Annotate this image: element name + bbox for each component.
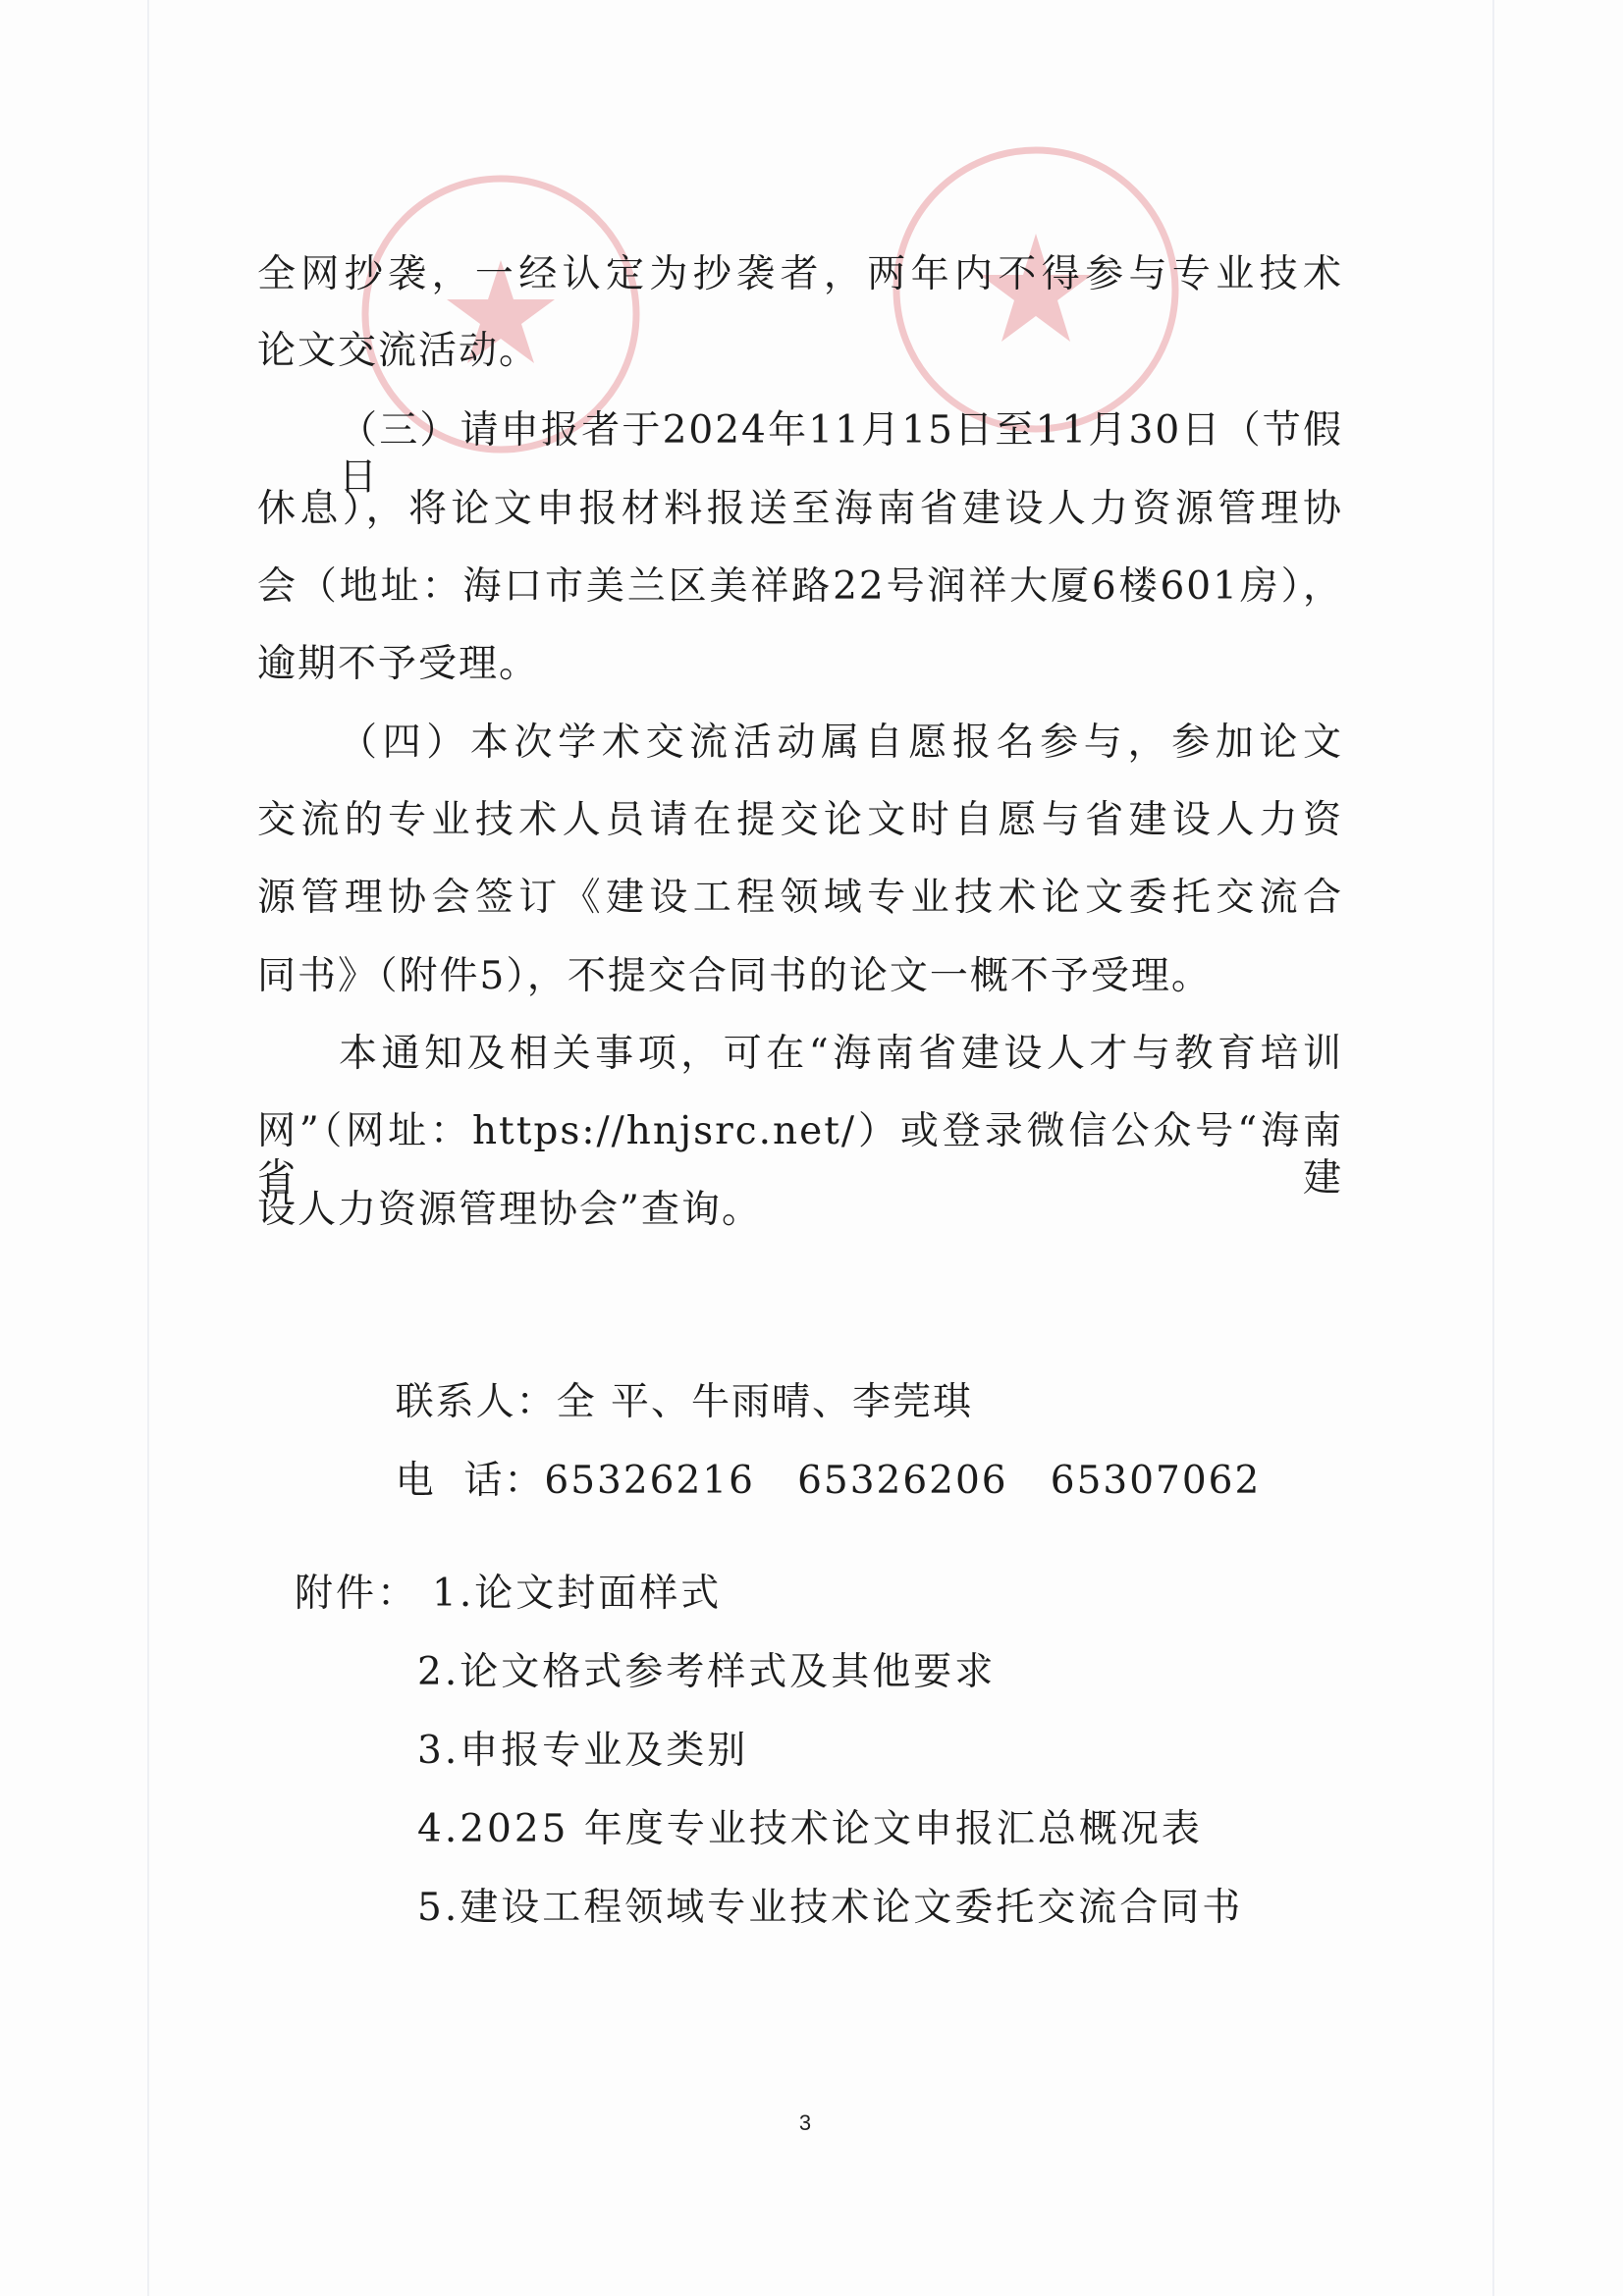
paragraph-2-line-3: 会（地址：海口市美兰区美祥路22号润祥大厦6楼601房）， — [257, 564, 1343, 609]
attachments-label: 附件： — [295, 1572, 419, 1616]
paragraph-3-line-3: 源管理协会签订《建设工程领域专业技术论文委托交流合 — [257, 876, 1343, 920]
paragraph-3-line-1: （四）本次学术交流活动属自愿报名参与，参加论文 — [339, 721, 1343, 765]
paragraph-2-line-1: （三）请申报者于2024年11月15日至11月30日（节假日 — [339, 408, 1343, 500]
paragraph-1-line-1: 全网抄袭，一经认定为抄袭者，两年内不得参与专业技术 — [257, 252, 1343, 296]
paragraph-4-line-1: 本通知及相关事项，可在“海南省建设人才与教育培训 — [339, 1032, 1343, 1076]
contact-person-label: 联系人： — [395, 1380, 557, 1424]
attachment-item-4: 4.2025 年度专业技术论文申报汇总概况表 — [417, 1807, 1203, 1851]
paragraph-4-line-3: 设人力资源管理协会”查询。 — [257, 1188, 762, 1232]
attachment-item-3: 3.申报专业及类别 — [417, 1729, 749, 1773]
scan-artifact — [1492, 0, 1494, 2296]
page-number: 3 — [798, 2110, 812, 2135]
paragraph-1-line-2: 论文交流活动。 — [257, 329, 540, 373]
contact-phone-row — [339, 1411, 1261, 1552]
paragraph-2-line-4: 逾期不予受理。 — [257, 642, 540, 686]
contact-phone-label: 电 话： — [395, 1459, 545, 1503]
paragraph-2-line-2: 休息），将论文申报材料报送至海南省建设人力资源管理协 — [257, 487, 1343, 531]
contact-person-names: 全 平、牛雨晴、李莞琪 — [556, 1380, 974, 1424]
paragraph-3-line-4: 同书》（附件5），不提交合同书的论文一概不予受理。 — [257, 954, 1212, 998]
scan-artifact — [147, 0, 149, 2296]
attachment-item-2: 2.论文格式参考样式及其他要求 — [417, 1650, 997, 1694]
contact-phone-numbers: 65326216 65326206 65307062 — [544, 1459, 1262, 1503]
paragraph-4-line-2: 网”（网址：https://hnjsrc.net/）或登录微信公众号“海南省建 — [257, 1109, 1343, 1201]
paragraph-3-line-2: 交流的专业技术人员请在提交论文时自愿与省建设人力资 — [257, 798, 1343, 842]
attachment-item-5: 5.建设工程领域专业技术论文委托交流合同书 — [417, 1886, 1244, 1930]
attachment-item-1: 1.论文封面样式 — [432, 1572, 723, 1616]
